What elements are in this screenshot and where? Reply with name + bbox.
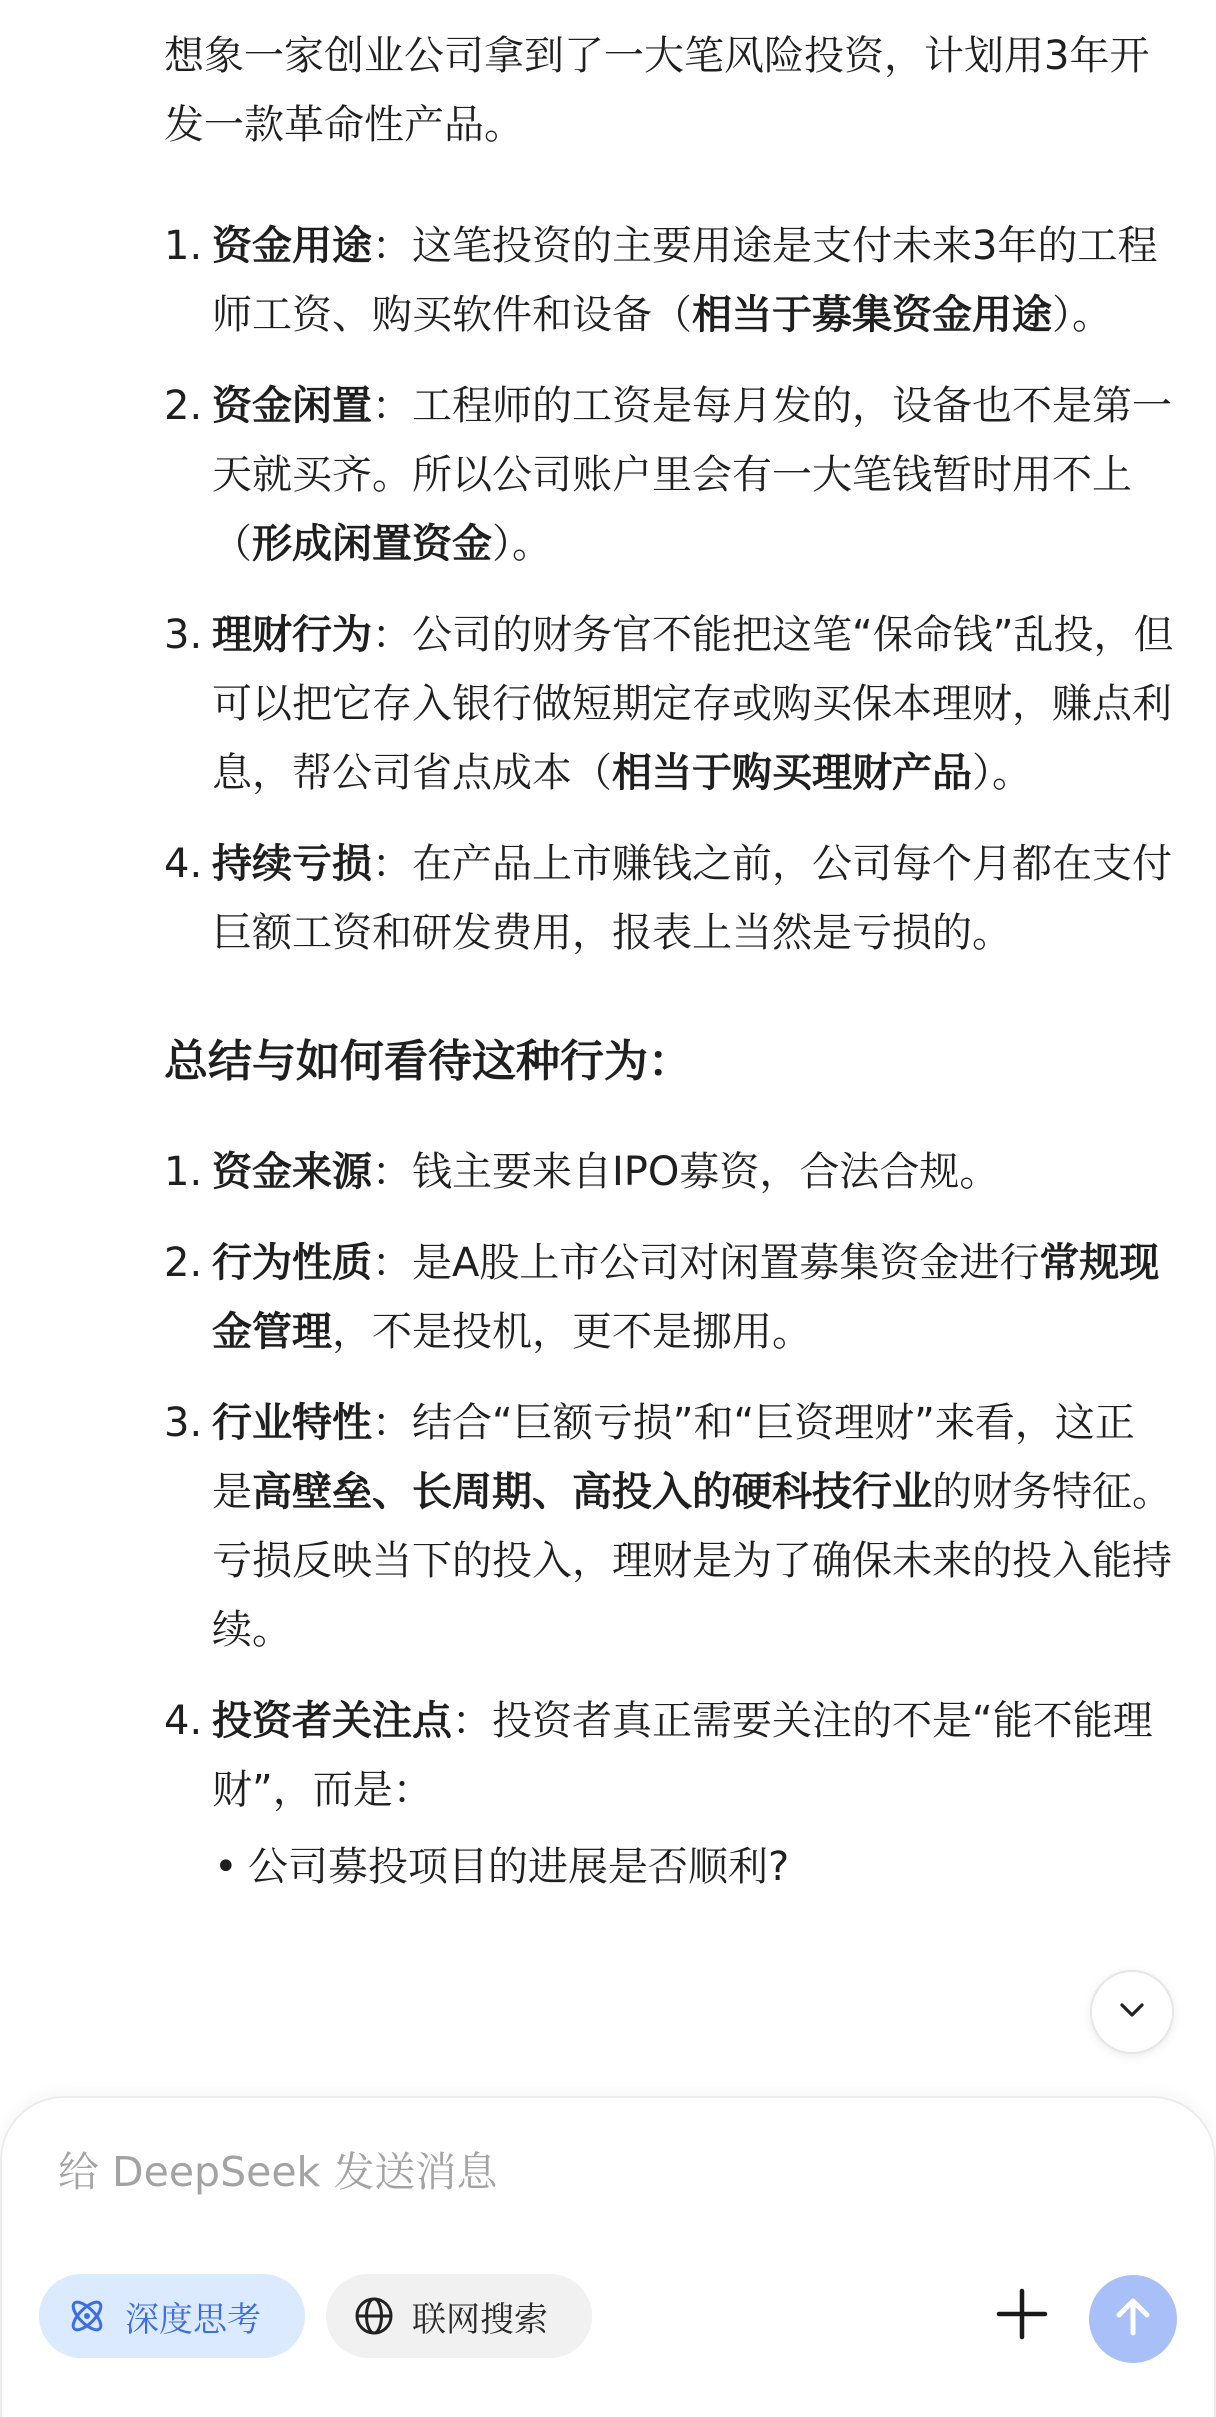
list-item [164,601,1174,808]
list-item [164,830,1174,968]
item-end: ）。 [972,750,1032,796]
attach-button[interactable] [982,2276,1062,2356]
item-title: 资金闲置 [212,383,372,429]
list-number: 2. [164,1240,203,1286]
item-title: 资金用途 [212,223,372,269]
item-title: 持续亏损 [212,841,372,887]
list-number: 1. [164,1149,203,1195]
summary-list [164,1138,1174,1902]
item-title: 行为性质 [212,1240,372,1286]
scroll-to-bottom-button[interactable] [1090,1970,1174,2054]
intro-paragraph: 想象一家创业公司拿到了一大笔风险投资，计划用3年开发一款革命性产品。 [164,33,1150,148]
list-item [164,372,1174,579]
list-item [164,1389,1174,1665]
item-text: ：投资者真正需要关注的不是“能不能理财”，而是： [212,1698,1153,1813]
globe-icon [352,2294,396,2338]
item-text: ：这笔投资的主要用途是支付未来3年的工程师工资、购买软件和设备（ [212,223,1158,338]
list-item [164,1229,1174,1367]
item-bold: 高壁垒、长周期、高投入的硬科技行业 [252,1469,932,1515]
list-number: 3. [164,1400,203,1446]
plus-icon [995,2287,1049,2345]
item-text: ：在产品上市赚钱之前，公司每个月都在支付巨额工资和研发费用，报表上当然是亏损的。 [212,841,1172,956]
item-bold-tail: 形成闲置资金 [252,521,492,567]
item-text: ：工程师的工资是每月发的，设备也不是第一天就买齐。所以公司账户里会有一大笔钱暂时用不上（ [212,383,1172,567]
item-end: ）。 [492,521,552,567]
atom-icon [65,2294,109,2338]
list-number: 4. [164,841,203,887]
item-text: ：是A股上市公司对闲置募集资金进行 [372,1240,1040,1286]
chat-message [164,0,1174,2140]
list-item [164,212,1174,350]
send-button[interactable] [1089,2275,1177,2363]
item-text: ：公司的财务官不能把这笔“保命钱”乱投，但可以把它存入银行做短期定存或购买保本理财，赚点利息，帮公司省点成本（ [212,612,1174,796]
list-item [164,1138,1174,1207]
list-number: 4. [164,1698,203,1744]
arrow-up-icon [1109,2293,1157,2345]
item-text: ：结合“巨额亏损”和“巨资理财”来看，这正是 [212,1400,1135,1515]
analogy-list [164,212,1174,968]
web-search-label: 联网搜索 [412,2299,548,2340]
item-bold-tail: 相当于购买理财产品 [612,750,972,796]
sub-bullet-list [212,1833,1174,1902]
message-composer [0,2096,1216,2417]
item-text-end: 的财务特征。亏损反映当下的投入，理财是为了确保未来的投入能持续。 [212,1469,1172,1653]
item-title: 行业特性 [212,1400,372,1446]
bullet-item: • 公司募投项目的进展是否顺利? [212,1833,1174,1902]
item-title: 理财行为 [212,612,372,658]
item-end: ）。 [1052,292,1112,338]
list-item [164,1687,1174,1902]
deep-think-label: 深度思考 [125,2299,261,2340]
message-input[interactable]: 给 DeepSeek 发送消息 [58,2148,498,2196]
chevron-down-icon [1114,1992,1150,2032]
item-title: 资金来源 [212,1149,372,1195]
item-text-end: ，不是投机，更不是挪用。 [332,1309,812,1355]
list-number: 2. [164,383,203,429]
list-number: 3. [164,612,203,658]
list-number: 1. [164,223,203,269]
summary-heading: 总结与如何看待这种行为： [164,1036,692,1087]
web-search-button[interactable] [326,2274,592,2358]
item-bold-tail: 相当于募集资金用途 [692,292,1052,338]
item-title: 投资者关注点 [212,1698,452,1744]
item-text: ：钱主要来自IPO募资，合法合规。 [372,1149,1000,1195]
deep-think-button[interactable] [39,2274,305,2358]
item-bold: 常规现金管理 [212,1240,1160,1355]
